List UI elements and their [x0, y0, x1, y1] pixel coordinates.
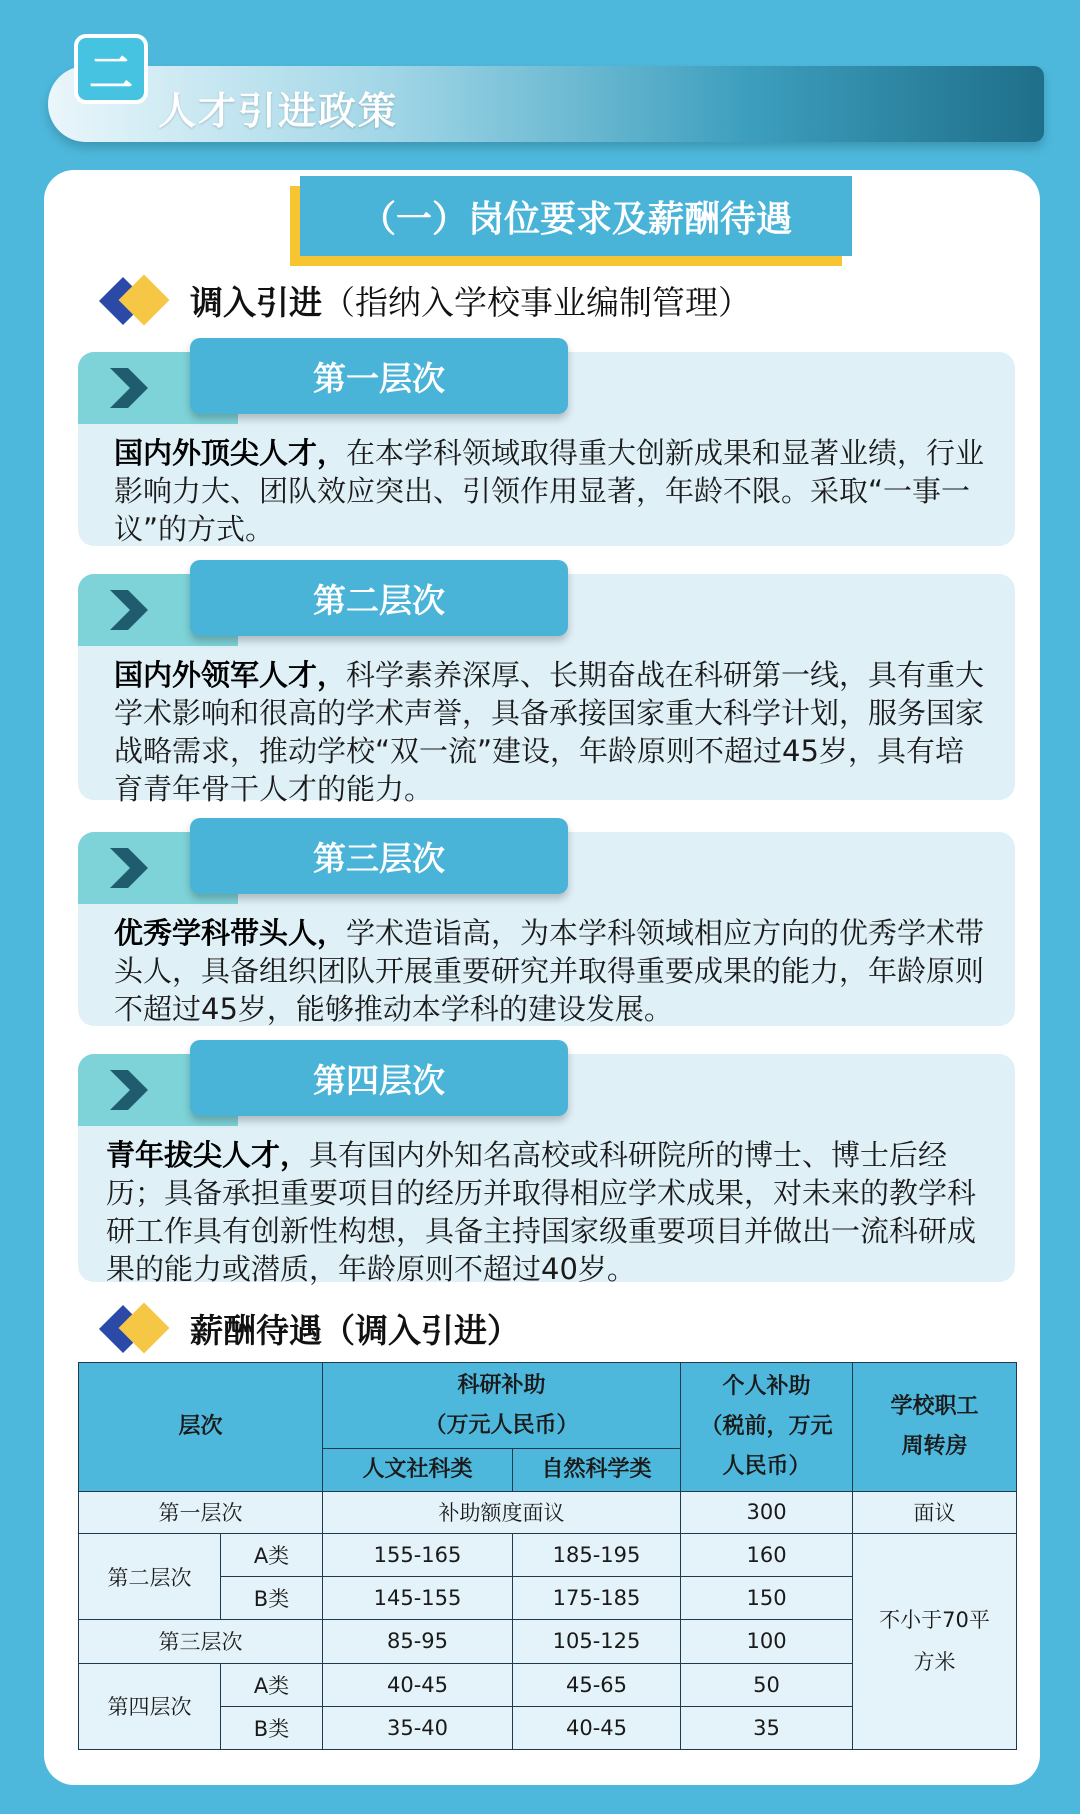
- tier-label: 第三层次: [190, 818, 568, 894]
- table-row: 第一层次 补助额度面议 300 面议: [79, 1491, 1017, 1533]
- tier-box-3: [78, 832, 1015, 1026]
- tier-description: 国内外顶尖人才，在本学科领域取得重大创新成果和显著业绩，行业影响力大、团队效应突出、引领作用显著，年龄不限。采取“一事一议”的方式。: [114, 436, 985, 546]
- diamond-bullet-icon: [100, 270, 176, 330]
- heading-compensation: [100, 1298, 520, 1358]
- header-housing: 学校职工 周转房: [853, 1363, 1017, 1492]
- tier-description: 国内外领军人才，科学素养深厚、长期奋战在科研第一线，具有重大学术影响和很高的学术声誉，具备承接国家重大科学计划，服务国家战略需求，推动学校“双一流”建设，年龄原则不超过45岁，具有培育青年骨干人才的能力。: [114, 658, 985, 806]
- heading-transfer-intro: [100, 270, 751, 330]
- tier-box-1: [78, 352, 1015, 546]
- section-number-badge: 二: [74, 34, 148, 104]
- header-research-subsidy: 科研补助 （万元人民币）: [323, 1363, 681, 1449]
- chevron-right-icon: [106, 588, 150, 632]
- header-personal-subsidy: 个人补助 （税前，万元 人民币）: [681, 1363, 853, 1492]
- housing-common-cell: 不小于70平 方米: [853, 1533, 1017, 1749]
- chevron-right-icon: [106, 846, 150, 890]
- header-level: 层次: [79, 1363, 323, 1492]
- tier-description: 优秀学科带头人，学术造诣高，为本学科领域相应方向的优秀学术带头人，具备组织团队开展重要研究并取得重要成果的能力，年龄原则不超过45岁，能够推动本学科的建设发展。: [114, 916, 985, 1026]
- chevron-right-icon: [106, 1068, 150, 1112]
- table-row: B类 145-155 175-185 150: [79, 1577, 1017, 1620]
- tier-description: 青年拔尖人才，具有国内外知名高校或科研院所的博士、博士后经历；具备承担重要项目的经历并取得相应学术成果，对未来的教学科研工作具有创新性构想，具备主持国家级重要项目并做出一流科研成果的能力或潜质，年龄原则不超过40岁。: [106, 1138, 977, 1286]
- table-row: 第三层次 85-95 105-125 100: [79, 1620, 1017, 1663]
- header-science: 自然科学类: [513, 1449, 681, 1491]
- tier-label: 第四层次: [190, 1040, 568, 1116]
- heading-text: 薪酬待遇（调入引进）: [190, 1310, 520, 1350]
- header-humanities: 人文社科类: [323, 1449, 513, 1491]
- chevron-right-icon: [106, 366, 150, 410]
- table-row: 第四层次 A类 40-45 45-65 50: [79, 1663, 1017, 1706]
- tier-label: 第二层次: [190, 560, 568, 636]
- tier-box-2: [78, 574, 1015, 806]
- table-row: B类 35-40 40-45 35: [79, 1706, 1017, 1749]
- table-row: 第二层次 A类 155-165 185-195 160 不小于70平 方米: [79, 1533, 1017, 1576]
- subsection-title: （一）岗位要求及薪酬待遇: [300, 176, 852, 256]
- tier-label: 第一层次: [190, 338, 568, 414]
- heading-text: 调入引进（指纳入学校事业编制管理）: [190, 282, 751, 322]
- tier-box-4: [78, 1054, 1015, 1286]
- diamond-bullet-icon: [100, 1298, 176, 1358]
- section-title: 人才引进政策: [158, 89, 399, 133]
- compensation-table: [78, 1362, 1017, 1750]
